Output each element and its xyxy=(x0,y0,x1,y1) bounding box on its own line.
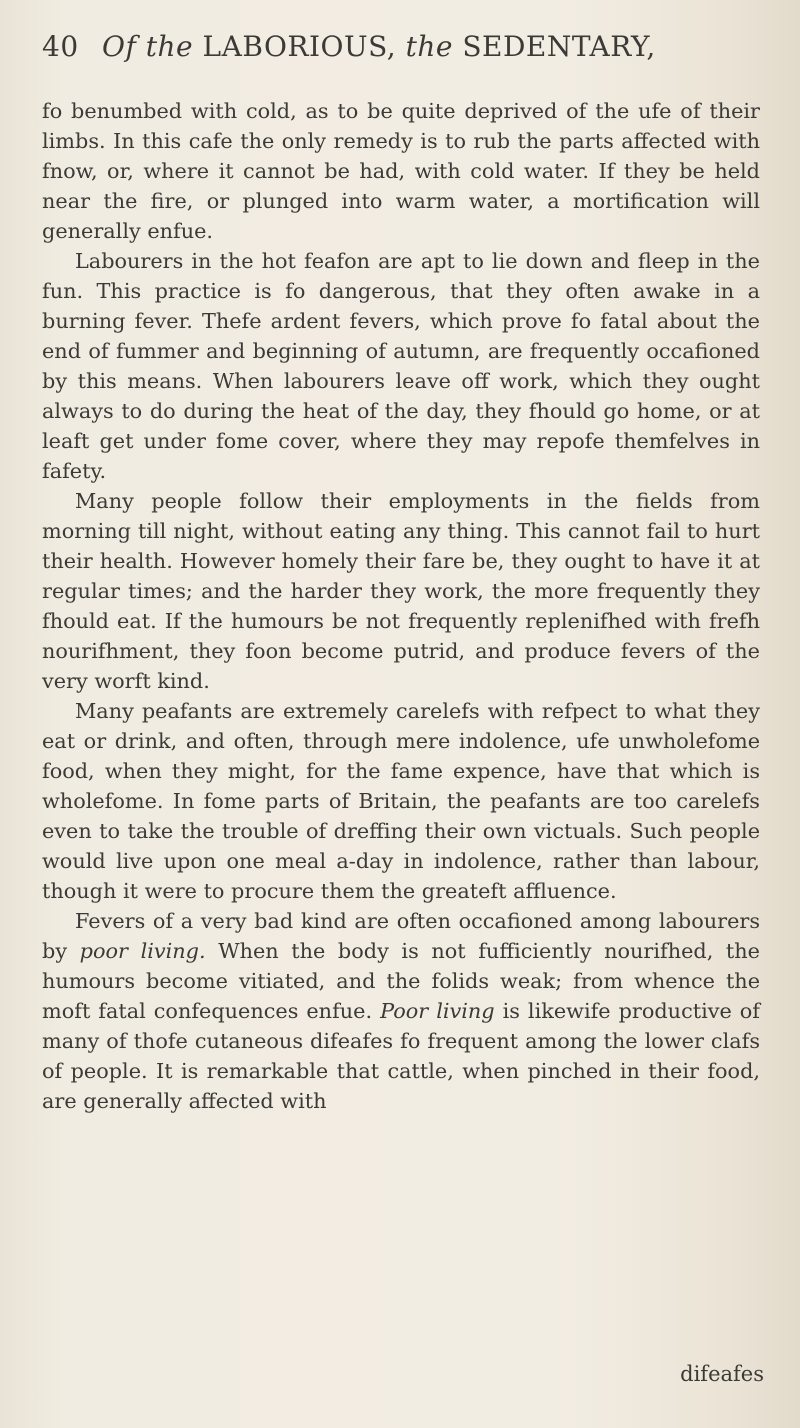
paragraph-4: Many peafants are extremely carelefs with refpect to what they eat or drink, and often, through mere indolence, ufe unwholefome food, when they might, for the fame expence, have that which is wholefome. In fome parts of Britain, the peafants are too carelefs even to take the trouble of dreffing their own victuals. Such people would live upon one meal a-day in indolence, rather than labour, though it were to procure them the greateft affluence. xyxy=(42,699,760,903)
paragraph-5-emphasis-2: Poor living xyxy=(380,999,495,1023)
paragraph-5-post: is likewife productive of many of thofe cutaneous difeafes fo frequent among the lower clafs of people. It is remarkable that cattle, when pinched in their food, are generally affected with xyxy=(42,999,760,1113)
paragraph-5-mid: When the body is not fufficiently nourifhed, the humours become vitiated, and the folids weak; from whence the moft fatal confequences enfue. xyxy=(42,939,760,1023)
paragraph-5 xyxy=(42,906,760,1116)
paragraph-3: Many people follow their employments in the fields from morning till night, without eating any thing. This cannot fail to hurt their health. However homely their fare be, they ought to have it at regular times; and the harder they work, the more frequently they fhould eat. If the humours be not frequently replenifhed with frefh nourifhment, they foon become putrid, and produce fevers of the very worft kind. xyxy=(42,489,760,693)
header-prefix: Of the xyxy=(102,30,194,63)
header-title-end: SEDENTARY, xyxy=(462,30,656,63)
body-text xyxy=(42,96,760,1116)
paragraph-5-emphasis-1: poor living. xyxy=(79,939,206,963)
paragraph-2: Labourers in the hot feafon are apt to lie down and fleep in the fun. This practice is fo dangerous, that they often awake in a burning fever. Thefe ardent fevers, which prove fo fatal about the end of fummer and beginning of autumn, are frequently occafioned by this means. When labourers leave off work, which they ought always to do during the heat of the day, they fhould go home, or at leaft get under fome cover, where they may repofe themfelves in fafety. xyxy=(42,249,760,483)
paragraph-1: fo benumbed with cold, as to be quite deprived of the ufe of their limbs. In this cafe the only remedy is to rub the parts affected with fnow, or, where it cannot be had, with cold water. If they be held near the fire, or plunged into warm water, a mortification will generally enfue. xyxy=(42,99,760,243)
page-number: 40 xyxy=(42,30,79,63)
paragraph-5-pre: Fevers of a very bad kind are often occafioned among labourers by xyxy=(42,909,760,963)
running-header xyxy=(42,30,762,70)
header-title-main: LABORIOUS, xyxy=(202,30,397,63)
header-connector: the xyxy=(405,30,453,63)
catchword: difeafes xyxy=(680,1362,764,1386)
